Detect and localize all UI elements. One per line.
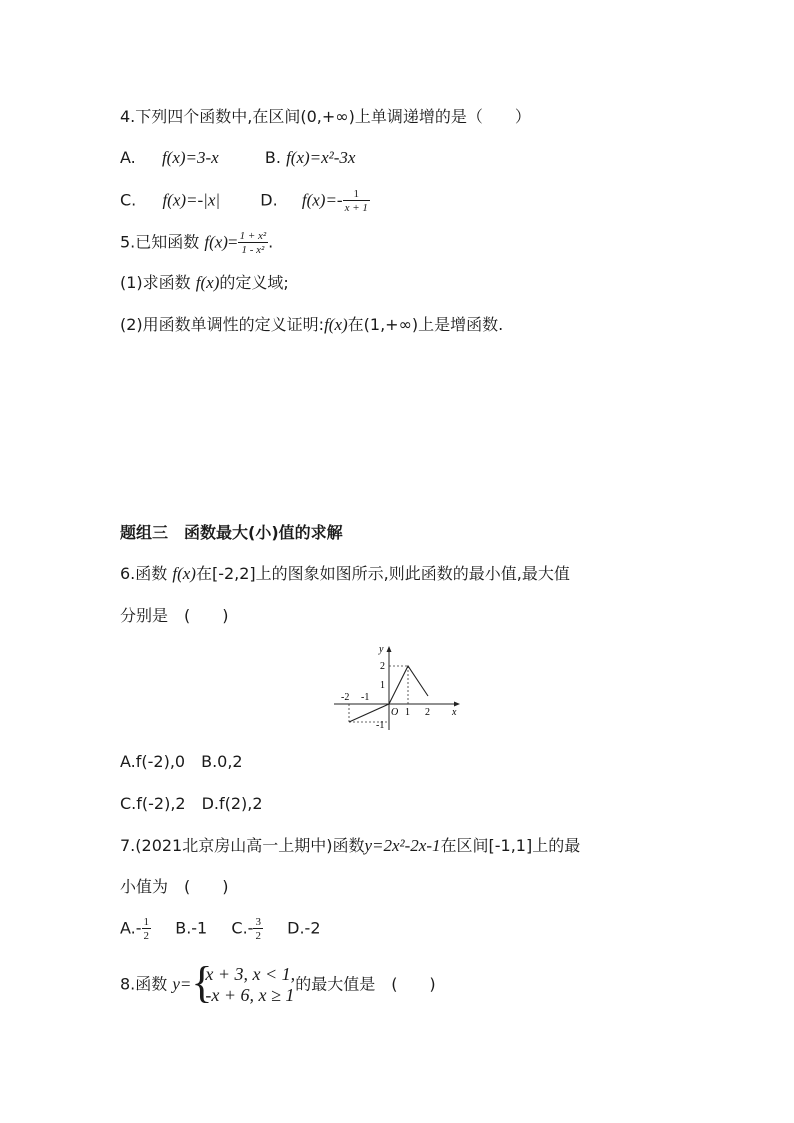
q4-stem: 4.下列四个函数中,在区间(0,+∞)上单调递增的是（ ） [120,107,531,126]
q7-c-numerator: 3 [255,916,261,928]
graph-ytick-neg1: -1 [376,720,385,731]
q8-case1: x + 3, x < 1, [205,964,296,984]
graph-tick-neg1: -1 [361,692,370,703]
q6-stem [120,563,570,585]
q7-options [120,916,321,942]
q4-options-row1 [120,147,355,169]
q4-d-denominator: x + 1 [344,202,368,214]
q4-option-a-expr: f(x)=3-x [161,148,219,167]
q4-option-c-expr: f(x)=-|x| [162,190,221,210]
q5-p1-fx: f(x) [195,273,220,292]
q8-brace: { [191,958,213,1007]
q5-end: . [268,232,274,252]
q8-case2: -x + 6, x ≥ 1 [205,985,295,1005]
q7-option-b: B.-1 [175,918,208,938]
q4-option-d-lhs: f(x)=- [301,190,343,210]
graph-tick-1: 1 [405,707,410,718]
q6-fx: f(x) [172,564,196,583]
q5-stem-prefix: 5.已知函数 [120,232,200,252]
q6-stem-suffix: 在[-2,2]上的图象如图所示,则此函数的最小值,最大值 [195,564,570,583]
graph-ytick-1: 1 [380,680,385,691]
q7-stem [120,835,580,857]
q8-stem-suffix: 的最大值是 ( ) [295,974,436,994]
section-title: 题组三 函数最大(小)值的求解 [120,523,343,542]
y-axis-arrow [387,646,392,652]
q7-stem-line2: 小值为 ( ) [120,877,229,896]
q7-stem-suffix: 在区间[-1,1]上的最 [440,836,581,855]
q5-p2-prefix: (2)用函数单调性的定义证明: [120,315,325,334]
q7-option-a-fraction [142,916,152,942]
q4-option-d-fraction [343,188,370,214]
q6-function-graph [330,640,470,735]
q5-p2-fx: f(x) [324,315,348,334]
q7-a-numerator: 1 [143,916,150,928]
q5-denominator: 1 - x² [238,242,269,256]
graph-tick-2: 2 [425,707,430,718]
q5-numerator: 1 + x² [239,230,267,242]
q5-fraction [238,230,269,256]
q8-piecewise [191,958,296,1007]
graph-y-label: y [379,644,384,655]
q8-y-eq: y= [172,974,192,994]
q4-option-a-label: A. [120,148,136,167]
q6-options-row1: A.f(-2),0 B.0,2 [120,752,243,771]
graph-tick-neg2: -2 [341,692,350,703]
graph-ytick-2: 2 [380,661,385,672]
q5-p2-suffix: 在(1,+∞)上是增函数. [347,315,504,334]
q8-stem-prefix: 8.函数 [120,974,168,994]
q4-option-c-label: C. [120,190,137,210]
q4-option-b-expr: f(x)=x²-3x [286,148,356,167]
q4-option-b-label: B. [264,148,281,167]
q7-c-denominator: 2 [255,930,261,942]
q7-a-denominator: 2 [143,930,150,942]
q5-part2 [120,314,503,336]
q4-option-d-label: D. [260,190,278,210]
q6-stem-line2: 分别是 ( ) [120,606,229,625]
q6-options-row2: C.f(-2),2 D.f(2),2 [120,794,263,813]
q7-option-c-fraction [253,916,263,942]
graph-x-label: x [452,707,457,718]
q7-stem-prefix: 7.(2021北京房山高一上期中)函数 [120,836,365,855]
q7-option-d: D.-2 [287,918,321,938]
graph-origin-label: O [391,707,399,718]
q4-options-row2 [120,188,370,214]
x-axis-arrow [454,702,460,707]
q7-option-a-label: A.- [120,918,142,938]
q5-p1-suffix: 的定义域; [219,273,289,292]
q7-expr: y=2x²-2x-1 [364,836,441,855]
q7-option-c-label: C.- [231,918,254,938]
q5-eq: = [227,232,238,252]
q5-stem [120,230,273,256]
q4-d-numerator: 1 [353,188,359,200]
q5-part1 [120,272,289,294]
q5-p1-prefix: (1)求函数 [120,273,191,292]
q8-stem [120,958,436,1007]
q5-fx: f(x) [204,232,228,252]
q6-stem-prefix: 6.函数 [120,564,168,583]
